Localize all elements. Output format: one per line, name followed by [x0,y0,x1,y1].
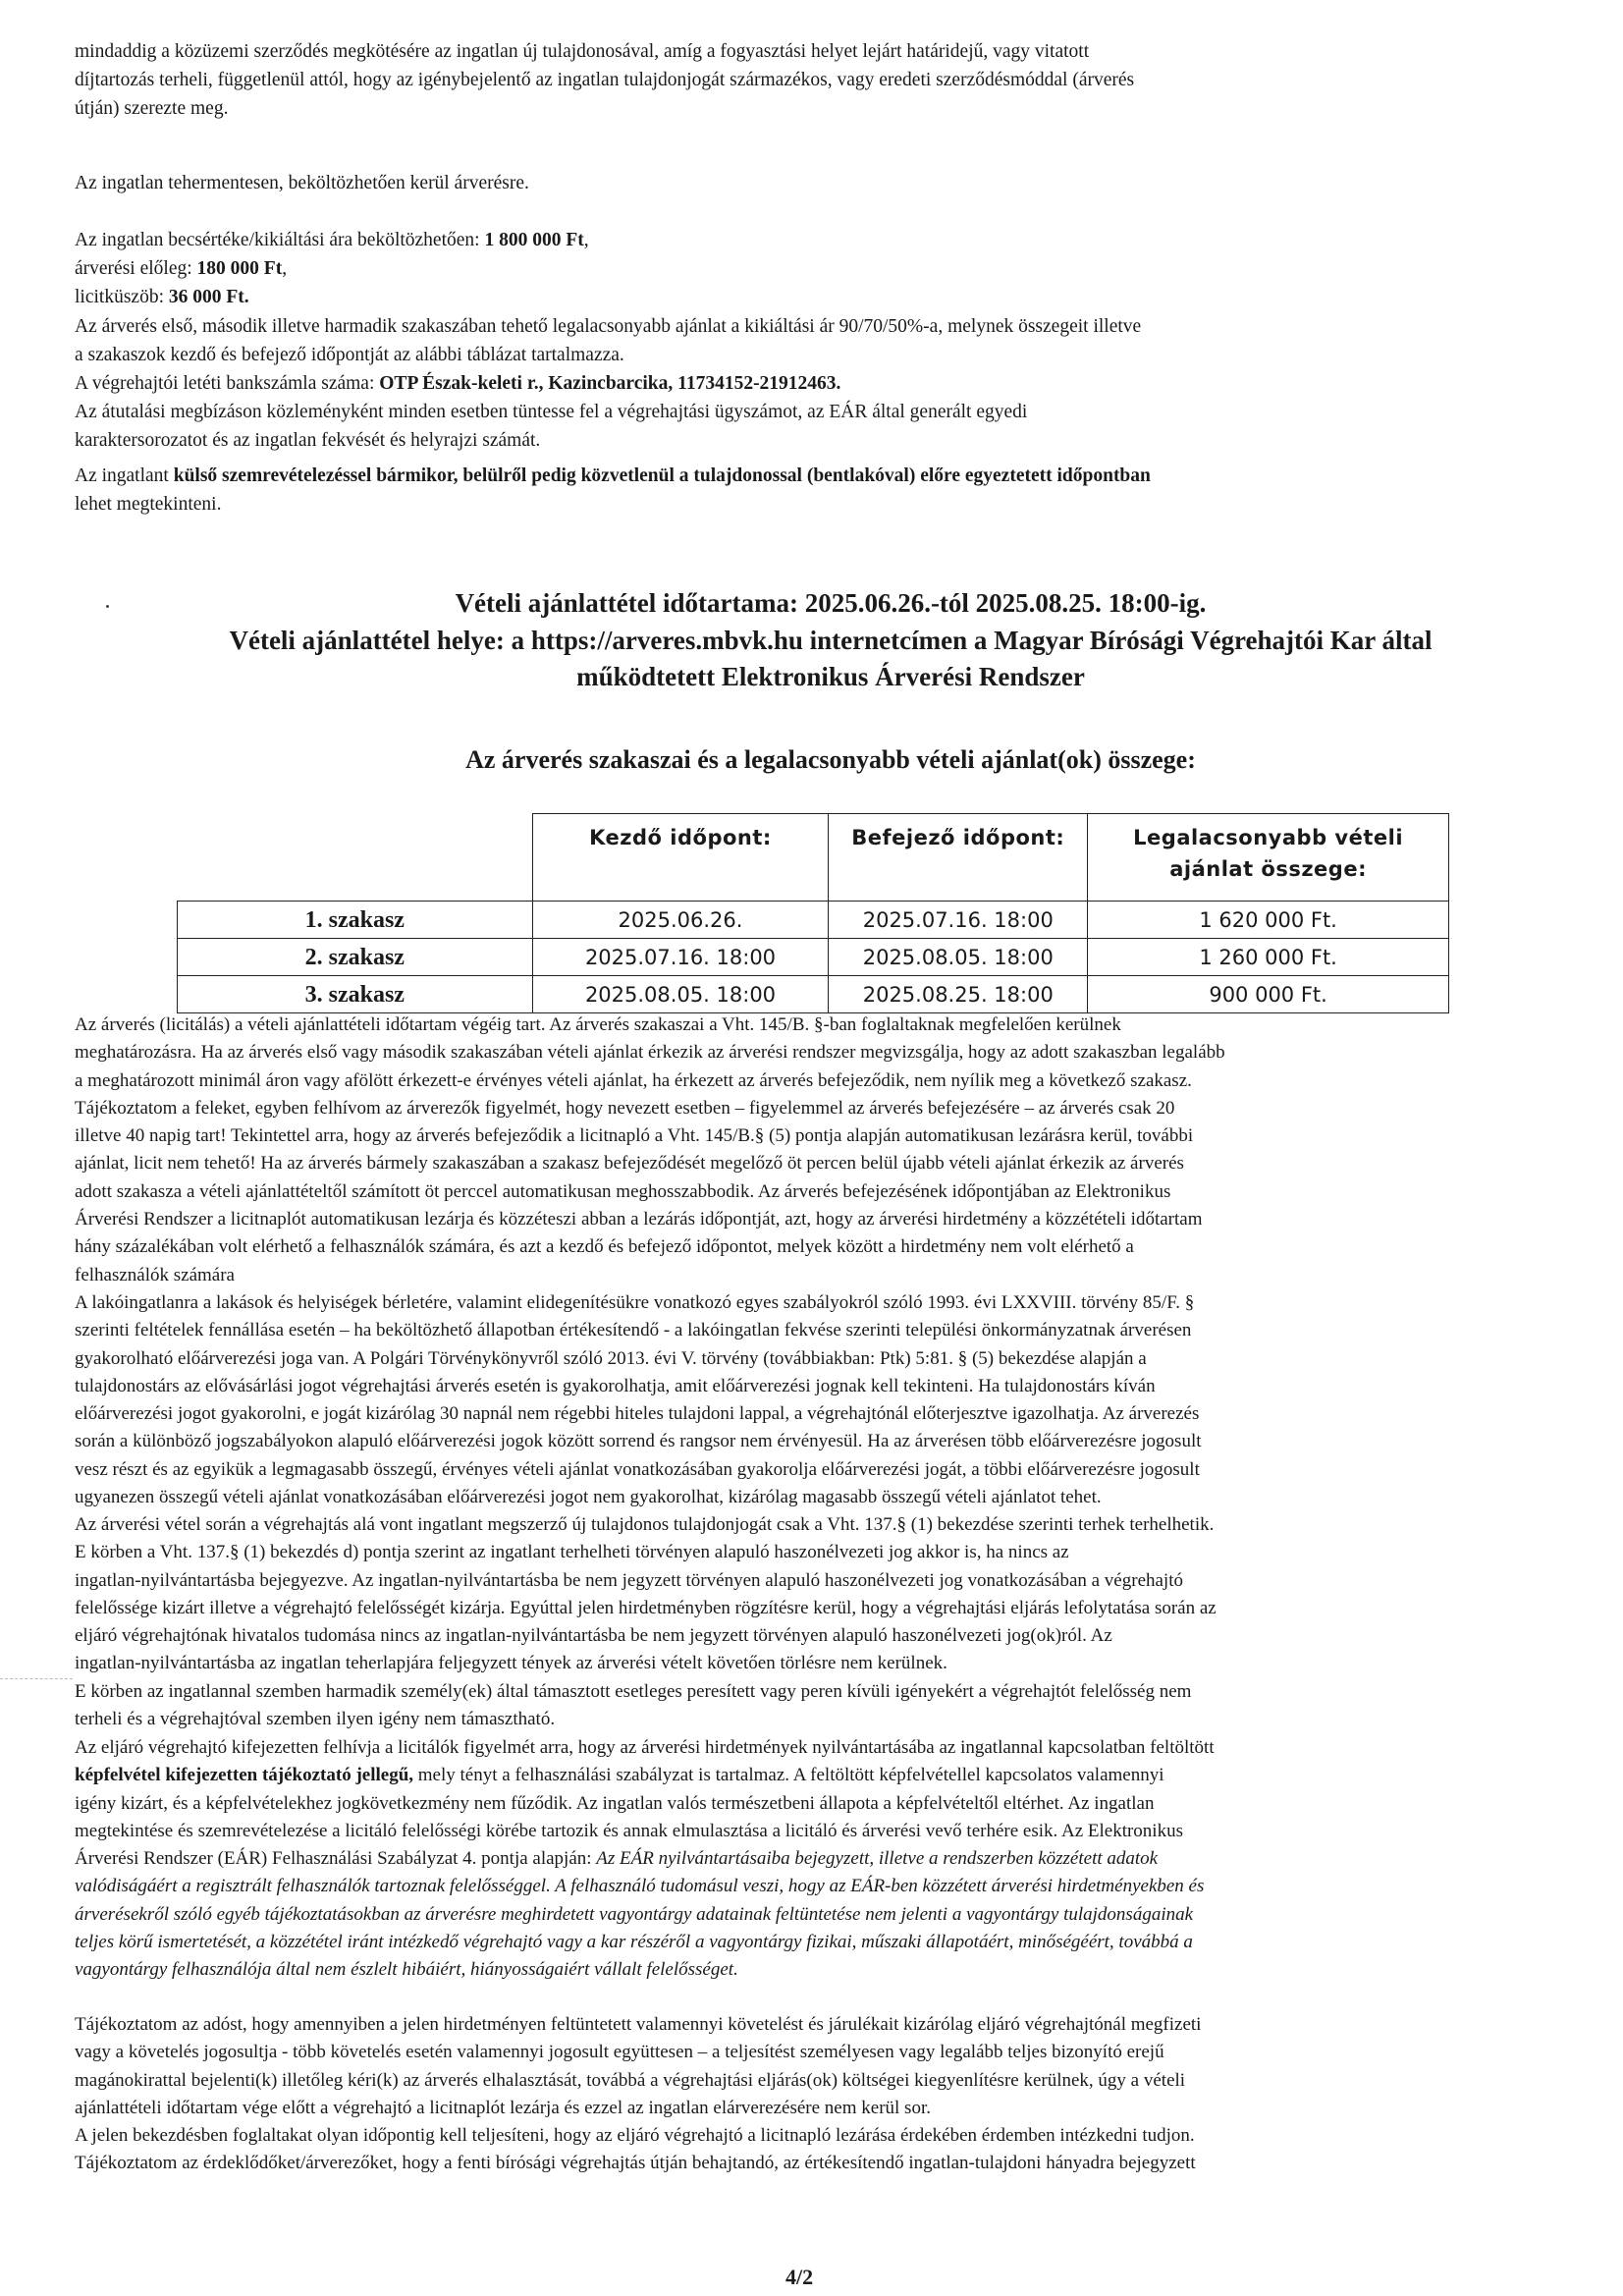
text-line: gyakorolható előárverezési joga van. A Polgári Törvénykönyvről szóló 2013. évi V. törvény (továbbiakban: Ptk) 5:81. § (5) bekezdése alapján a [75,1347,1147,1369]
text-line: működtetett Elektronikus Árverési Rendszer [576,662,1085,691]
text-line: igény kizárt, és a képfelvételekhez jogkövetkezmény nem fűződik. Az ingatlan valós természetbeni állapota a képfelvételtől eltérhet. Az ingatlan [75,1792,1155,1814]
inspection-bold: külső szemrevételezéssel bármikor, belülről pedig közvetlenül a tulajdonossal (bentlakóval) előre egyeztetett időpontban [173,465,1151,486]
text-line: során a különböző jogszabályokon alapuló előárverezési jogok között sorrend és rangsor nem érvényesül. Ha az árverésen több előárverezésre jogosult [75,1431,1202,1452]
text-line [75,1762,1587,1789]
text-line: Az árverés (licitálás) a vételi ajánlattételi időtartam végéig tart. Az árverés szakaszai a Vht. 145/B. §-ban foglaltaknak megfelelően kerülnek [75,1014,1121,1035]
text-line: Az árverési vétel során a végrehajtás alá vont ingatlant megszerző új tulajdonos tulajdonjogát csak a Vht. 137.§ (1) bekezdése szerinti terhek terhelhetik. [75,1514,1215,1535]
text-fragment: mely tényt a felhasználási szabályzat is tartalmaz. A feltöltött képfelvétellel kapcsolatos valamennyi [413,1765,1164,1786]
table-row [178,902,1449,939]
inspection-paragraph [75,462,1587,519]
text-line: felelőssége kizárt illetve a végrehajtó felelősségét kizárja. Egyúttal jelen hirdetményben rögzítésre kerül, hogy a végrehajtási eljárás lefolytatása során az [75,1597,1217,1618]
text-line: ajánlattételi időtartam vége előtt a végrehajtó a licitnaplót lezárja és ezzel az ingatlan elárverezésére nem kerül sor. [75,2097,931,2118]
text-line: mindaddig a közüzemi szerződés megkötésére az ingatlan új tulajdonosával, amíg a fogyasztási helyet lejárt határidejű, vagy vitatott [75,41,1090,62]
offer-period-heading: Vételi ajánlattétel időtartama: 2025.06.26.-tól 2025.08.25. 18:00-ig. [455,588,1207,618]
intro-paragraph [75,37,1587,123]
table-header-min-bid: Legalacsonyabb vételi ajánlat összege: [1088,814,1449,902]
text-line: Az árverés első, második illetve harmadik szakaszában tehető legalacsonyabb ajánlat a kikiáltási ár 90/70/50%-a, melynek összegeit illetve [75,316,1142,337]
stage-start: 2025.07.16. 18:00 [532,939,829,976]
text-line: a szakaszok kezdő és befejező időpontját az alábbi táblázat tartalmazza. [75,345,624,365]
text-line: E körben az ingatlannal szemben harmadik személy(ek) által támasztott esetleges peresített vagy peren kívüli igényekért a végrehajtót felelősség nem [75,1681,1192,1702]
table-header-end: Befejező időpont: [829,814,1088,902]
preemption-paragraph [75,1289,1587,1511]
text-line: szerinti feltételek fennállása esetén – ha beköltözhető állapotban értékesítendő - a lakóingatlan fekvése szerinti települési önkormányzatnak árverésen [75,1320,1192,1341]
text-line: A lakóingatlanra a lakások és helyiségek bérletére, valamint elidegenítésükre vonatkozó egyes szabályokról szóló 1993. évi LXXVIII. törvény 85/F. § [75,1292,1195,1313]
stage-end: 2025.07.16. 18:00 [829,902,1088,939]
text-line: árverésekről szóló egyéb tájékoztatásokban az árverésre meghirdetett vagyontárgy adatainak feltüntetése nem jelenti a vagyontárgy tulajdonságainak [75,1903,1194,1925]
offer-place-heading [75,623,1587,695]
text-line [75,1845,1587,1873]
text-fragment: Az EÁR nyilvántartásaiba bejegyzett, illetve a rendszerben közzétett adatok [596,1848,1159,1870]
text-line: adott szakasza a vételi ajánlattételtől számított öt perccel automatikusan meghosszabbodik. Az árverés befejezésének időpontjában az Elektronikus [75,1180,1171,1202]
text-line: meghatározásra. Ha az árverés első vagy második szakaszában vételi ajánlat érkezik az árverési rendszer megvizsgálja, hogy az adott szakaszban legalább [75,1042,1225,1064]
bank-label: A végrehajtói letéti bankszámla száma: [75,373,375,394]
deposit-label: árverési előleg: [75,258,192,279]
deposit-value: 180 000 Ft [196,258,283,279]
third-party-paragraph [75,1678,1587,1734]
auction-rules-paragraph [75,1011,1587,1289]
estimate-label: Az ingatlan becsértéke/kikiáltási ára beköltözhetően: [75,230,480,250]
text-line: előárverezési jogot gyakorolni, e jogát kizárólag 30 napnál nem régebbi hiteles tulajdoni lappal, a végrehajtónál előterjesztve igazolhatja. Az árverezés [75,1403,1200,1425]
stage-label: 1. szakasz [178,902,533,939]
text-line: ugyanezen összegű vételi ajánlat vonatkozásában előárverezési jogot nem gyakorolhat, kizárólag magasabb összegű vételi ajánlatot tehet. [75,1487,1102,1508]
text-line: tulajdonostárs az elővásárlási jogot végrehajtási árverés esetén is gyakorolhatja, amit előárverezési jognak kell tekinteni. Ha tulajdonostárs kíván [75,1375,1156,1396]
stages-note [75,312,1587,369]
text-line: Árverési Rendszer a licitnaplót automatikusan lezárja és közzéteszi abban a lezárás időpontját, azt, hogy az árverési hirdetmény a közzétételi időtartam [75,1209,1203,1230]
price-section [75,226,1587,311]
stage-end: 2025.08.25. 18:00 [829,976,1088,1013]
images-bold-phrase: képfelvétel kifejezetten tájékoztató jellegű, [75,1765,414,1786]
text-line: illetve 40 napig tart! Tekintettel arra, hogy az árverés befejeződik a licitnapló a Vht. 145/B.§ (5) pontja alapján automatikusan lezárásra kerül, további [75,1125,1194,1147]
table-header-row [178,814,1449,902]
text-line: útján) szerezte meg. [75,98,229,119]
text-line: díjtartozás terheli, függetlenül attól, hogy az igénybejelentő az ingatlan tulajdonjogát származékos, vagy eredeti szerződésmóddal (árverés [75,70,1135,90]
bank-value: OTP Észak-keleti r., Kazincbarcika, 11734152-21912463. [379,373,841,394]
text-line: terheli és a végrehajtóval szemben ilyen igény nem támasztható. [75,1709,556,1730]
inspection-prefix: Az ingatlant [75,465,169,486]
text-line: felhasználók számára [75,1264,235,1285]
text-line: Tájékoztatom a feleket, egyben felhívom az árverezők figyelmét, hogy nevezett esetben – figyelemmel az árverés befejezésére – az árverés csak 20 [75,1097,1175,1119]
encumbrance-statement: Az ingatlan tehermentesen, beköltözhetően kerül árverésre. [75,173,529,193]
deposit-line: árverési előleg: 180 000 Ft, [75,258,288,279]
text-line: Tájékoztatom az adóst, hogy amennyiben a jelen hirdetményen feltüntetett valamennyi követelést és járulékait kizárólag eljáró végrehajtónál megfizeti [75,2014,1202,2035]
text-line: a meghatározott minimál áron vagy afölött érkezett-e érvényes vételi ajánlat, ha érkezett az árverés befejeződik, nem nyílik meg a következő szakasz. [75,1069,1192,1091]
stage-end: 2025.08.05. 18:00 [829,939,1088,976]
text-fragment: Árverési Rendszer (EÁR) Felhasználási Szabályzat 4. pontja alapján: [75,1848,597,1870]
text-line: hány százalékában volt elérhető a felhasználók számára, és azt a kezdő és befejező időpontot, melyek között a hirdetmény nem volt elérhető a [75,1236,1134,1258]
bid-step-label: licitküszöb: [75,287,164,307]
stage-min-bid: 900 000 Ft. [1088,976,1449,1013]
stage-start: 2025.08.05. 18:00 [532,976,829,1013]
text-line: valódiságáért a regisztrált felhasználók tartoznak felelősséggel. A felhasználó tudomásul veszi, hogy az EÁR-ben közzétett árverési hirdetményekben és [75,1876,1205,1897]
text-line: ingatlan-nyilvántartásba bejegyezve. Az ingatlan-nyilvántartásba be nem jegyzett törvényen alapuló haszonélvezeti jog vonatkozásában a végrehajtó [75,1569,1183,1591]
inspection-suffix: lehet megtekinteni. [75,494,222,515]
text-line: vesz részt és az egyikük a legmagasabb összegű, érvényes vételi ajánlat vonatkozásában gyakorolja előárverezési jogát, a többi előárverezésre jogosult [75,1458,1200,1480]
bid-step-line [75,283,1587,311]
stage-min-bid: 1 260 000 Ft. [1088,939,1449,976]
debtor-paragraph [75,2011,1587,2122]
page-number: 4/2 [785,2265,814,2289]
stage-label: 3. szakasz [178,976,533,1013]
scan-artifact-line [0,1678,73,1679]
text-line: ajánlat, licit nem tehető! Ha az árverés bármely szakaszában a szakasz befejeződését megelőző öt percen belül újabb vételi ajánlat érkezik az árverés [75,1153,1184,1175]
text-line: teljes körű ismertetését, a közzététel iránt intézkedő végrehajtó vagy a kar részéről a vagyontárgy fizikai, műszaki állapotáért, minőségéért, továbbá a [75,1932,1193,1953]
text-line: ingatlan-nyilvántartásba az ingatlan teherlapjára feljegyzett tények az árverési vételt követően törlésre nem kerülnek. [75,1653,947,1674]
table-row [178,976,1449,1013]
estimate-line: Az ingatlan becsértéke/kikiáltási ára beköltözhetően: 1 800 000 Ft, [75,230,589,250]
table-header-empty [178,814,533,902]
text-line: E körben a Vht. 137.§ (1) bekezdés d) pontja szerint az ingatlant terhelheti törvényen alapuló haszonélvezeti jog akkor is, ha nincs az [75,1542,1069,1563]
estimate-value: 1 800 000 Ft [484,230,584,250]
text-line: Az eljáró végrehajtó kifejezetten felhívja a licitálók figyelmét arra, hogy az árverési hirdetmények nyilvántartásába az ingatlannal kapcsolatban feltöltött [75,1737,1215,1758]
table-row [178,939,1449,976]
auction-stages-table [177,813,1449,1013]
transfer-note [75,398,1587,455]
burdens-paragraph [75,1511,1587,1678]
text-line: megtekintése és szemrevételezése a licitáló felelősségi körébe tartozik és annak elmulasztása a licitáló és árverési vevő terhére esik. Az Elektronikus [75,1820,1183,1841]
text-line: Az átutalási megbízáson közleményként minden esetben tüntesse fel a végrehajtási ügyszámot, az EÁR által generált egyedi [75,402,1028,422]
table-title: Az árverés szakaszai és a legalacsonyabb vételi ajánlat(ok) összege: [465,745,1196,774]
text-line: Vételi ajánlattétel helye: a https://arveres.mbvk.hu internetcímen a Magyar Bírósági Végrehajtói Kar által [229,626,1433,655]
stage-start: 2025.06.26. [532,902,829,939]
stage-min-bid: 1 620 000 Ft. [1088,902,1449,939]
images-paragraph [75,1734,1587,1985]
text-line: karaktersorozatot és az ingatlan fekvését és helyrajzi számát. [75,430,541,451]
bid-step-value: 36 000 Ft. [168,287,249,307]
last-paragraph: Tájékoztatom az érdeklődőket/árverezőket, hogy a fenti bírósági végrehajtás útján behajtandó, az értékesítendő ingatlan-tulajdoni hányadra bejegyzett [75,2153,1196,2173]
text-line: vagyontárgy felhasználója által nem észlelt hibáiért, hiányosságaiért vállalt felelősséget. [75,1959,738,1981]
text-line: vagy a követelés jogosultja - több követelés esetén valamennyi jogosult együttesen – a teljesítést személyesen vagy legalább teljes bizonyító erejű [75,2042,1164,2063]
stage-label: 2. szakasz [178,939,533,976]
deadline-paragraph: A jelen bekezdésben foglaltakat olyan időpontig kell teljesíteni, hogy az eljáró végrehajtó a licitnapló lezárása érdekében érdemben intézkedni tudjon. [75,2125,1195,2146]
text-line: magánokirattal bejelenti(k) illetőleg kéri(k) az árverés elhalasztását, továbbá a végrehajtási eljárás(ok) költségei kiegyenlítésre kerülnek, úgy a vételi [75,2069,1186,2091]
table-header-start: Kezdő időpont: [532,814,829,902]
bank-account-line [75,369,1587,398]
text-line: eljáró végrehajtónak hivatalos tudomása nincs az ingatlan-nyilvántartásba be nem jegyzett törvényen alapuló haszonélvezeti jog(ok)ról. Az [75,1625,1112,1647]
